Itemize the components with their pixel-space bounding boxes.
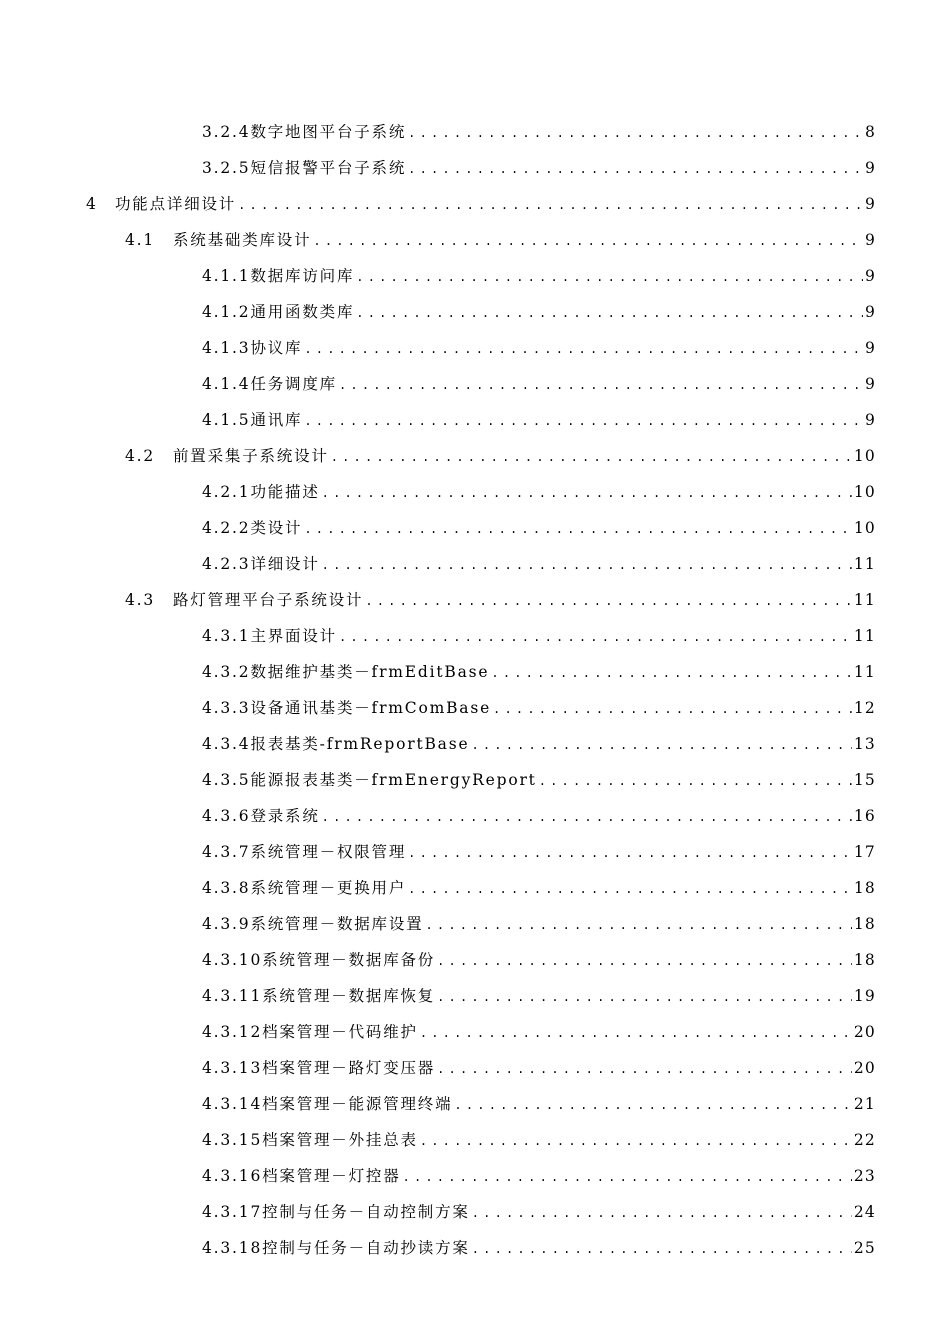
toc-leader-dots [408,126,863,140]
toc-entry-page: 24 [853,1203,876,1221]
toc-entry-number: 4.3.17 [202,1203,263,1221]
toc-leader-dots [403,1170,852,1184]
toc-entry-title: 档案管理－路灯变压器 [262,1059,436,1077]
toc-entry-number: 3.2.4 [202,123,251,141]
toc-entry-title: 系统管理－权限管理 [250,843,407,861]
toc-leader-dots [425,918,851,932]
table-of-contents [0,120,950,1272]
toc-entry[interactable] [0,336,950,372]
toc-leader-dots [339,378,863,392]
toc-entry-number: 4.1.1 [202,267,251,285]
toc-leader-dots [408,162,863,176]
toc-entry-title: 功能点详细设计 [115,195,237,213]
toc-entry-title: 功能描述 [250,483,320,501]
toc-leader-dots [539,774,852,788]
toc-entry-page: 15 [853,771,876,789]
toc-entry-title: 控制与任务－自动抄读方案 [262,1239,470,1257]
toc-entry-title: 系统管理－更换用户 [250,879,407,897]
toc-entry[interactable] [0,1164,950,1200]
toc-entry-number: 4.1.4 [202,375,251,393]
toc-entry-page: 23 [853,1167,876,1185]
toc-entry-page: 11 [853,555,876,573]
toc-entry-title: 系统管理－数据库设置 [250,915,424,933]
toc-entry-page: 16 [853,807,876,825]
toc-entry-number: 4.3.11 [202,987,263,1005]
toc-leader-dots [339,630,852,644]
toc-entry-number: 4.3.9 [202,915,251,933]
toc-entry[interactable] [0,768,950,804]
toc-entry-title: 系统基础类库设计 [173,231,312,249]
toc-entry[interactable] [0,876,950,912]
toc-entry-page: 9 [864,159,876,177]
toc-entry-number: 4.3.12 [202,1023,263,1041]
toc-entry-title: 系统管理－数据库备份 [262,951,436,969]
toc-leader-dots [304,342,863,356]
toc-entry-page: 9 [864,195,876,213]
toc-entry[interactable] [0,1056,950,1092]
toc-entry-page: 9 [864,303,876,321]
toc-entry-number: 4.1 [125,231,156,249]
toc-entry[interactable] [0,588,950,624]
toc-entry-page: 17 [853,843,876,861]
toc-entry-number: 4.2.1 [202,483,251,501]
toc-leader-dots [437,954,852,968]
toc-entry-title: 任务调度库 [250,375,337,393]
toc-entry-title: 前置采集子系统设计 [173,447,329,465]
toc-entry-number: 4.2.3 [202,555,251,573]
toc-entry-number: 4.3.4 [202,735,251,753]
toc-leader-dots [437,990,852,1004]
toc-entry[interactable] [0,1128,950,1164]
toc-entry-number: 4.1.2 [202,303,251,321]
toc-leader-dots [238,198,863,212]
toc-entry[interactable] [0,948,950,984]
toc-entry-page: 11 [853,627,876,645]
toc-entry[interactable] [0,1200,950,1236]
toc-entry-title: 登录系统 [250,807,320,825]
toc-entry-number: 4.3.13 [202,1059,263,1077]
toc-entry-page: 9 [864,375,876,393]
toc-entry-number: 4.3.10 [202,951,263,969]
toc-entry-title: 数据库访问库 [250,267,355,285]
toc-entry[interactable] [0,264,950,300]
toc-leader-dots [437,1062,852,1076]
toc-entry-page: 11 [853,663,876,681]
toc-entry-page: 20 [853,1059,876,1077]
toc-entry-number: 4.3.16 [202,1167,263,1185]
toc-entry[interactable] [0,480,950,516]
toc-leader-dots [322,558,852,572]
toc-entry-page: 9 [864,411,876,429]
toc-entry[interactable] [0,552,950,588]
toc-entry-title: 路灯管理平台子系统设计 [173,591,364,609]
toc-entry-number: 4.3.3 [202,699,251,717]
toc-entry-page: 20 [853,1023,876,1041]
toc-leader-dots [408,882,852,896]
toc-entry-page: 18 [853,879,876,897]
toc-entry-number: 4.3.5 [202,771,251,789]
toc-entry-page: 19 [853,987,876,1005]
toc-entry-number: 4.3.6 [202,807,251,825]
toc-entry-number: 3.2.5 [202,159,251,177]
toc-leader-dots [472,1206,852,1220]
toc-entry-title: 数据维护基类－frmEditBase [250,663,490,681]
toc-entry-title: 短信报警平台子系统 [250,159,407,177]
toc-entry[interactable] [0,840,950,876]
toc-entry-page: 8 [864,123,876,141]
toc-entry-number: 4.2.2 [202,519,251,537]
toc-entry-title: 详细设计 [250,555,320,573]
toc-entry-title: 类设计 [250,519,303,537]
toc-leader-dots [454,1098,851,1112]
toc-entry[interactable] [0,300,950,336]
toc-entry-page: 10 [853,519,876,537]
toc-entry[interactable] [0,516,950,552]
toc-entry[interactable] [0,408,950,444]
toc-entry-title: 控制与任务－自动控制方案 [262,1203,470,1221]
toc-entry[interactable] [0,1092,950,1128]
toc-leader-dots [365,594,852,608]
toc-entry[interactable] [0,192,950,228]
toc-entry-number: 4.1.3 [202,339,251,357]
toc-entry-title: 报表基类-frmReportBase [250,735,470,753]
toc-entry-number: 4.1.5 [202,411,251,429]
toc-entry-title: 通用函数类库 [250,303,355,321]
toc-entry[interactable] [0,696,950,732]
toc-entry-number: 4.2 [125,447,156,465]
toc-entry[interactable] [0,372,950,408]
toc-entry-title: 系统管理－数据库恢复 [262,987,436,1005]
toc-leader-dots [331,450,852,464]
toc-entry-number: 4.3.2 [202,663,251,681]
toc-entry-title: 数字地图平台子系统 [250,123,407,141]
toc-entry[interactable] [0,444,950,480]
toc-entry-page: 22 [853,1131,876,1149]
toc-entry-number: 4.3.15 [202,1131,263,1149]
toc-entry[interactable] [0,624,950,660]
toc-entry-page: 25 [853,1239,876,1257]
toc-entry-title: 档案管理－能源管理终端 [262,1095,453,1113]
toc-leader-dots [472,1242,852,1256]
toc-leader-dots [304,414,863,428]
toc-leader-dots [471,738,851,752]
toc-leader-dots [420,1134,852,1148]
toc-entry-number: 4.3.14 [202,1095,263,1113]
toc-entry-title: 设备通讯基类－frmComBase [250,699,492,717]
toc-entry-title: 能源报表基类－frmEnergyReport [250,771,537,789]
toc-leader-dots [420,1026,852,1040]
toc-leader-dots [493,702,852,716]
toc-entry[interactable] [0,1020,950,1056]
toc-entry[interactable] [0,984,950,1020]
toc-entry[interactable] [0,912,950,948]
toc-leader-dots [356,306,863,320]
toc-entry-page: 21 [853,1095,876,1113]
toc-leader-dots [491,666,851,680]
toc-entry-title: 档案管理－外挂总表 [262,1131,418,1149]
toc-leader-dots [356,270,863,284]
toc-entry[interactable] [0,156,950,192]
toc-entry[interactable] [0,660,950,696]
toc-entry-page: 12 [853,699,876,717]
toc-entry-number: 4.3.1 [202,627,251,645]
toc-entry[interactable] [0,732,950,768]
toc-leader-dots [304,522,852,536]
toc-entry-page: 13 [853,735,876,753]
toc-entry-page: 9 [864,339,876,357]
toc-entry-page: 11 [853,591,876,609]
toc-entry-number: 4.3 [125,591,156,609]
toc-entry-title: 主界面设计 [250,627,337,645]
toc-entry-title: 档案管理－灯控器 [262,1167,401,1185]
toc-entry[interactable] [0,804,950,840]
toc-entry-number: 4.3.7 [202,843,251,861]
toc-entry-page: 18 [853,951,876,969]
toc-entry[interactable] [0,120,950,156]
toc-entry-title: 协议库 [250,339,303,357]
toc-entry[interactable] [0,1236,950,1272]
toc-leader-dots [322,486,852,500]
toc-entry-number: 4 [86,195,98,213]
toc-entry-page: 9 [864,267,876,285]
toc-leader-dots [408,846,852,860]
toc-entry-number: 4.3.8 [202,879,251,897]
toc-entry-page: 10 [853,483,876,501]
toc-entry-page: 10 [853,447,876,465]
toc-entry-number: 4.3.18 [202,1239,263,1257]
toc-entry-title: 通讯库 [250,411,303,429]
toc-entry-title: 档案管理－代码维护 [262,1023,418,1041]
toc-entry-page: 18 [853,915,876,933]
toc-entry[interactable] [0,228,950,264]
toc-entry-page: 9 [864,231,876,249]
toc-leader-dots [322,810,852,824]
toc-leader-dots [313,234,863,248]
